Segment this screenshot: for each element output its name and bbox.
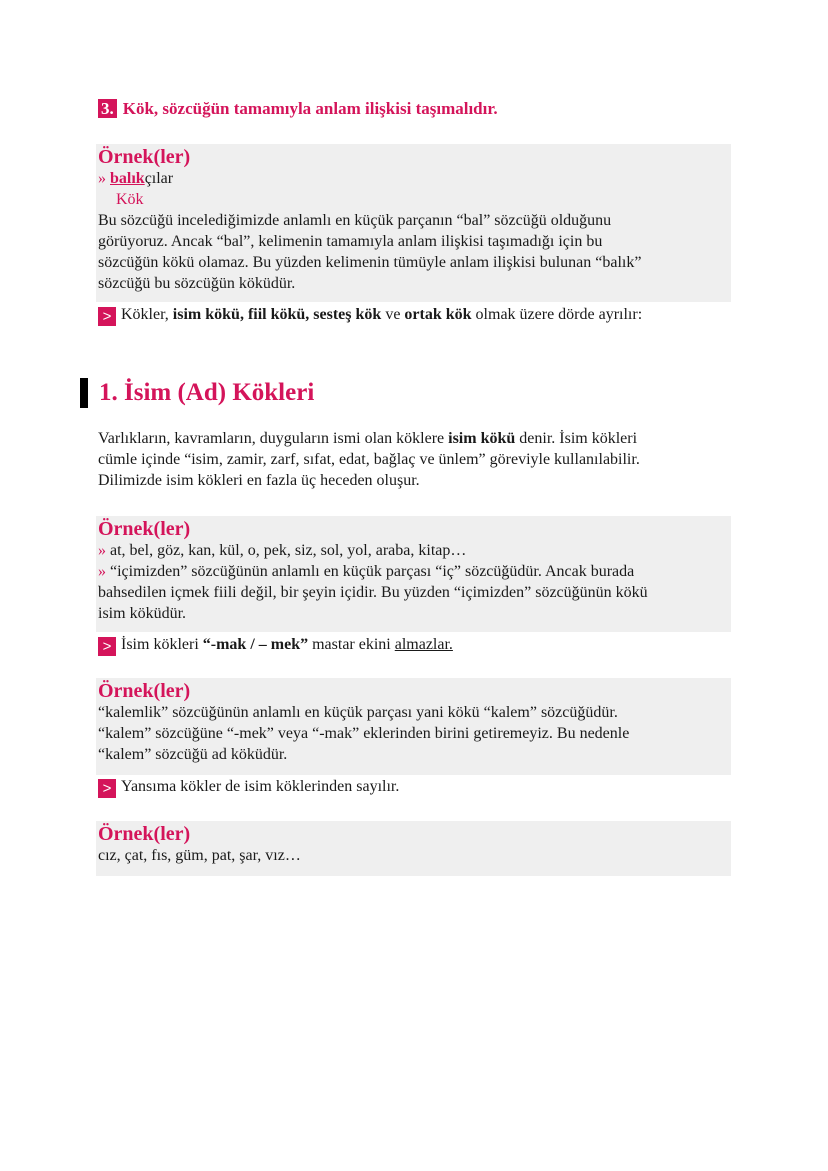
arrow-right-icon: > xyxy=(98,779,116,798)
example-line: cız, çat, fıs, güm, pat, şar, vız… xyxy=(98,847,301,864)
example-text: at, bel, göz, kan, kül, o, pek, siz, sol, yol, araba, kitap… xyxy=(110,542,467,559)
paragraph-line: Dilimizde isim kökleri en fazla üç heceden oluşur. xyxy=(98,472,420,489)
example-line: bahsedilen içmek fiili değil, bir şeyin içidir. Bu yüzden “içimizden” sözcüğünün kökü xyxy=(98,584,648,601)
note-root-types xyxy=(98,305,642,326)
example-box-4 xyxy=(96,821,731,876)
note-underlined: almazlar. xyxy=(394,636,453,653)
paragraph-line: cümle içinde “isim, zamir, zarf, sıfat, edat, bağlaç ve ünlem” göreviyle kullanılabilir. xyxy=(98,451,640,468)
note-text: Kökler, xyxy=(121,306,173,323)
para-text: denir. İsim kökleri xyxy=(515,430,638,447)
explanation-line: görüyoruz. Ancak “bal”, kelimenin tamamıyla anlam ilişkisi taşımadığı için bu xyxy=(98,233,603,250)
bullet-icon: » xyxy=(98,563,106,580)
arrow-right-icon: > xyxy=(98,307,116,326)
example-line: “kalemlik” sözcüğünün anlamlı en küçük parçası yani kökü “kalem” sözcüğüdür. xyxy=(98,704,618,721)
rule-number-badge: 3. xyxy=(98,99,117,118)
paragraph-line xyxy=(98,428,728,449)
para-bold: isim kökü xyxy=(448,430,516,447)
explanation-line: sözcüğü bu sözcüğün köküdür. xyxy=(98,275,296,292)
heading-bar xyxy=(80,378,88,408)
example-line xyxy=(98,540,731,561)
note-bold: “-mak / – mek” xyxy=(202,636,309,653)
example-word-line xyxy=(98,168,731,189)
example-box-2 xyxy=(96,516,731,632)
note-bold: ortak kök xyxy=(404,306,472,323)
note-mastar xyxy=(98,635,453,656)
section-heading xyxy=(80,377,314,409)
note-bold: isim kökü, fiil kökü, sesteş kök xyxy=(172,306,382,323)
example-line xyxy=(98,561,731,582)
note-text: Yansıma kökler de isim köklerinden sayılır. xyxy=(121,778,400,795)
bullet-icon: » xyxy=(98,170,106,187)
example-title: Örnek(ler) xyxy=(98,680,191,702)
arrow-right-icon: > xyxy=(98,637,116,656)
example-box-1 xyxy=(96,144,731,302)
note-text: ve xyxy=(381,306,405,323)
example-title: Örnek(ler) xyxy=(98,146,191,168)
example-line: isim köküdür. xyxy=(98,605,187,622)
note-text: İsim kökleri xyxy=(121,636,203,653)
note-text: olmak üzere dörde ayrılır: xyxy=(471,306,643,323)
rule-text: Kök, sözcüğün tamamıyla anlam ilişkisi taşımalıdır. xyxy=(122,99,498,118)
explanation-line: Bu sözcüğü incelediğimizde anlamlı en küçük parçanın “bal” sözcüğü olduğunu xyxy=(98,212,612,229)
example-title: Örnek(ler) xyxy=(98,518,191,540)
note-yansima xyxy=(98,777,399,798)
example-line: “kalem” sözcüğüne “-mek” veya “-mak” eklerinden birini getiremeyiz. Bu nedenle xyxy=(98,725,630,742)
note-text: mastar ekini xyxy=(308,636,395,653)
example-box-3 xyxy=(96,678,731,775)
example-text: “içimizden” sözcüğünün anlamlı en küçük parçası “iç” sözcüğüdür. Ancak burada xyxy=(110,563,635,580)
suffix-part: çılar xyxy=(144,170,174,187)
root-part: balık xyxy=(110,170,145,187)
section-paragraph xyxy=(98,428,728,491)
para-text: Varlıkların, kavramların, duyguların ismi olan köklere xyxy=(98,430,449,447)
example-line: “kalem” sözcüğü ad köküdür. xyxy=(98,746,288,763)
example-title: Örnek(ler) xyxy=(98,823,191,845)
heading-text: 1. İsim (Ad) Kökleri xyxy=(99,379,315,406)
rule-title xyxy=(98,99,498,119)
explanation-line: sözcüğün kökü olamaz. Bu yüzden kelimenin tümüyle anlam ilişkisi bulunan “balık” xyxy=(98,254,642,271)
root-label: Kök xyxy=(116,191,144,208)
bullet-icon: » xyxy=(98,542,106,559)
